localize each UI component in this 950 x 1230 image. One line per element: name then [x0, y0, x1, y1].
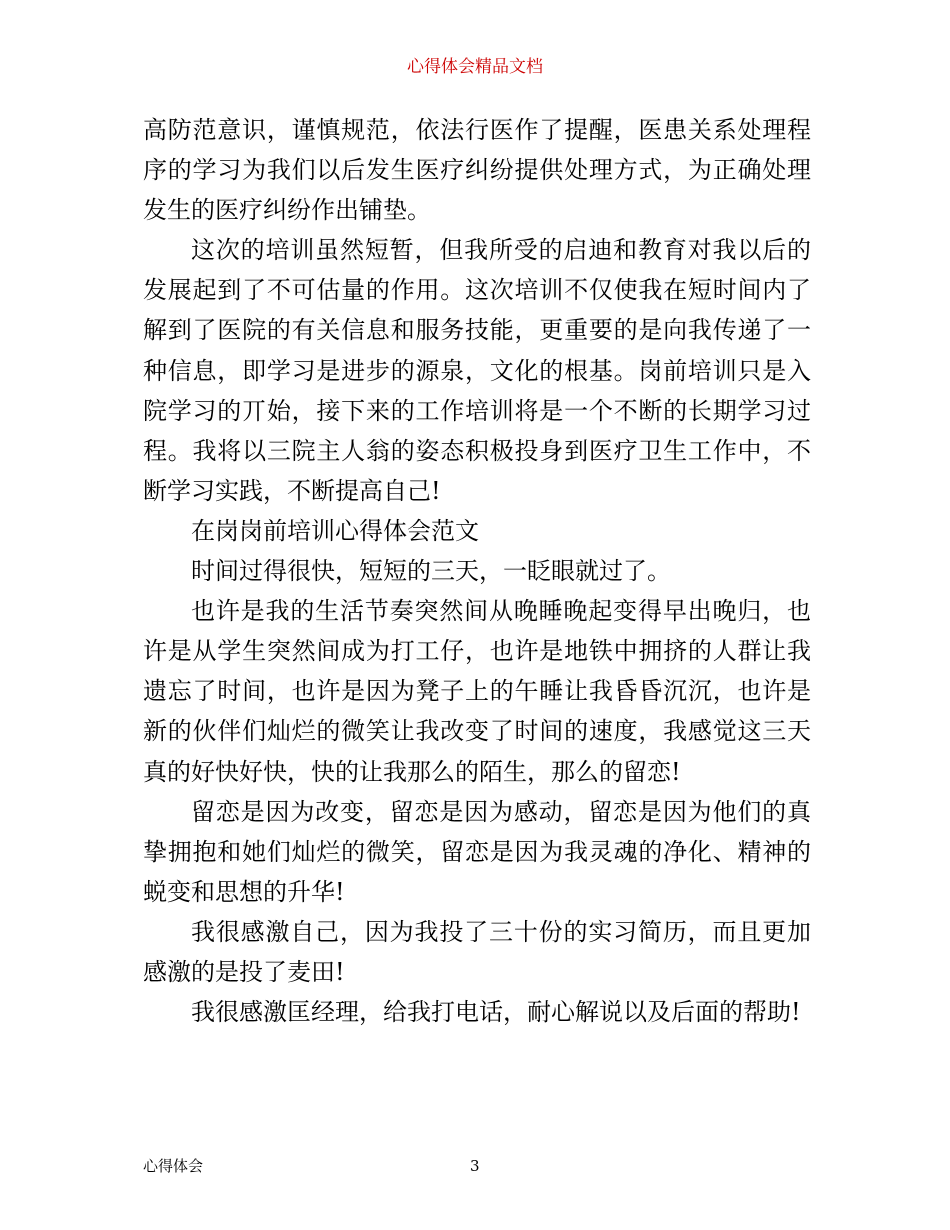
paragraph: 这次的培训虽然短暂，但我所受的启迪和教育对我以后的发展起到了不可估量的作用。这次培训不仅使我在短时间内了解到了医院的有关信息和服务技能，更重要的是向我传递了一种信息，即学习是进步的源泉，文化的根基。岗前培训只是入院学习的丌始，接下来的工作培训将是一个不断的长期学习过程。我将以三院主人翁的姿态积极投身到医疗卫生工作中，不断学习实践，不断提高自己!: [143, 236, 811, 505]
section-title: 在岗岗前培训心得体会范文: [191, 516, 479, 545]
page-number: 3: [470, 1157, 480, 1175]
paragraph: 也许是我的生活节奏突然间从晚睡晚起变得早出晚归，也许是从学生突然间成为打工仔，也许是地铁中拥挤的人群让我遗忘了时间，也许是因为凳子上的午睡让我昏昏沉沉，也许是新的伙伴们灿烂的微笑让我改变了时间的速度，我感觉这三天真的好快好快，快的让我那么的陌生，那么的留恋!: [143, 597, 811, 786]
page-footer: [143, 1155, 811, 1179]
footer-label: 心得体会: [143, 1157, 204, 1175]
paragraph-continued: 高防范意识，谨慎规范，依法行医作了提醒，医患关系处理程序的学习为我们以后发生医疗纠纷提供处理方式，为正确处理发生的医疗纠纷作出铺垫。: [143, 116, 811, 225]
paragraph: 我很感激自己，因为我投了三十份的实习简历，而且更加感激的是投了麦田!: [143, 917, 811, 986]
document-body: [143, 110, 811, 1032]
paragraph: 时间过得很快，短短的三天，一眨眼就过了。: [191, 557, 671, 586]
page-header: 心得体会精品文档: [407, 57, 543, 77]
paragraph: 我很感激匡经理，给我打电话，耐心解说以及后面的帮助!: [191, 998, 801, 1027]
paragraph: 留恋是因为改变，留恋是因为感动，留恋是因为他们的真挚拥抱和她们灿烂的微笑，留恋是因为我灵魂的净化、精神的蜕变和思想的升华!: [143, 797, 811, 906]
